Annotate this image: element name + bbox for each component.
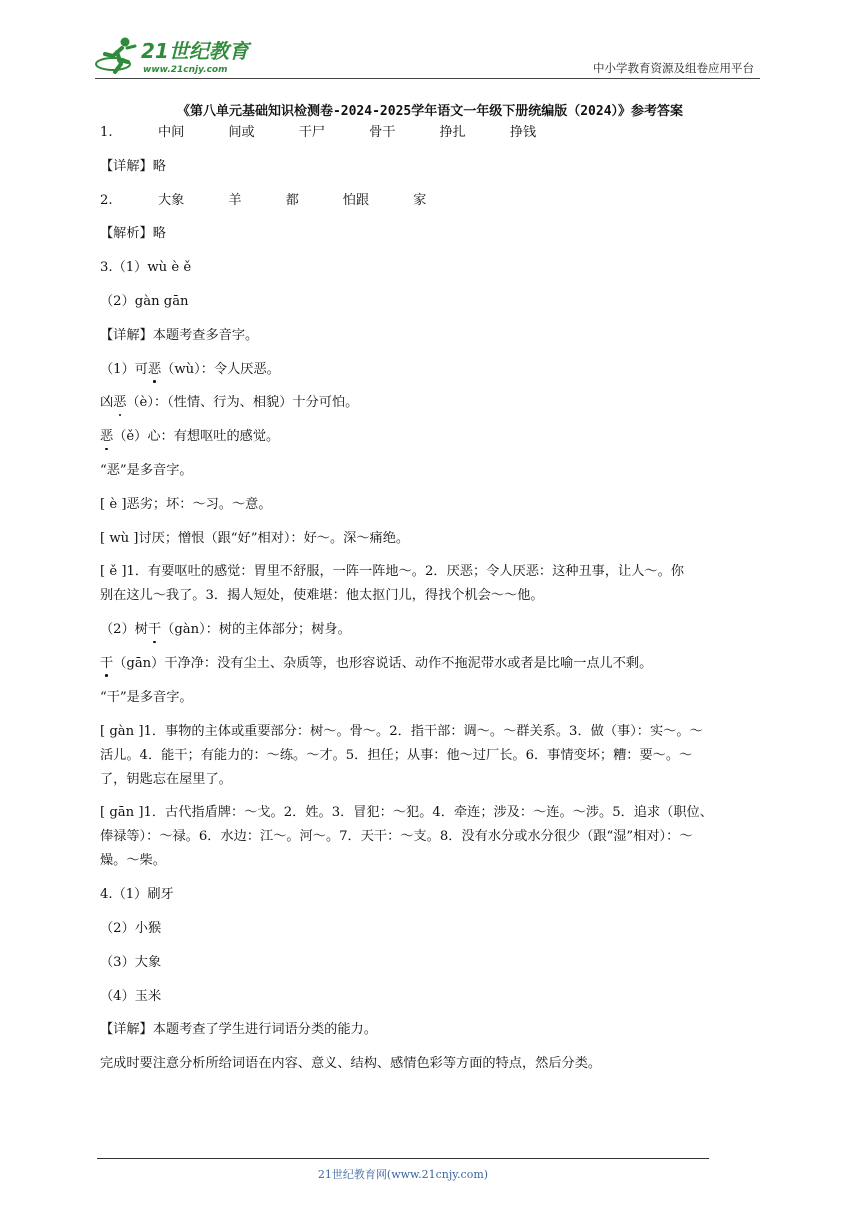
- emphasis-char: 恶: [113, 395, 127, 411]
- page-header: [95, 34, 760, 80]
- q1-detail: 【详解】略: [100, 158, 166, 174]
- q3-explain-line: 干（gān）干净净：没有尘土、杂质等，也形容说话、动作不拖泥带水或者是比喻一点儿不剩。: [100, 655, 653, 671]
- q1-answer: 骨干: [369, 125, 396, 140]
- q3-explain-line: 燥。～柴。: [100, 853, 166, 869]
- q2-answer: 怕跟: [342, 192, 370, 208]
- q3-answer-2: （2）gàn gān: [100, 293, 189, 309]
- header-divider: [95, 78, 760, 79]
- q3-explain-line: 了，钥匙忘在屋里了。: [100, 771, 232, 787]
- q1-answer: 干尸: [298, 125, 326, 140]
- q3-explain-line: “干”是多音字。: [100, 689, 193, 705]
- q3-explain-line: 恶（ě）心：有想呕吐的感觉。: [100, 429, 280, 445]
- q3-explain-line: “恶”是多音字。: [100, 462, 193, 478]
- q4-answer-4: （4）玉米: [100, 988, 162, 1004]
- q3-explain-line: [ gàn ]1．事物的主体或重要部分：树～。骨～。2．指干部：调～。～群关系。3．做（事）：实～。～: [100, 723, 703, 739]
- q2-answer: 都: [285, 192, 299, 208]
- logo-text: 21世纪教育: [141, 39, 249, 63]
- emphasis-char: 恶: [147, 361, 162, 377]
- q4-answer-1: 4.（1）刷牙: [100, 887, 174, 903]
- q2-detail: 【解析】略: [100, 226, 166, 242]
- q2-answer: 羊: [228, 192, 242, 208]
- footer-divider: [97, 1158, 709, 1159]
- q3-explain-line: （1）可恶（wù）：令人厌恶。: [100, 361, 280, 377]
- q1-answer: 挣钱: [509, 125, 537, 140]
- q3-explain-line: [ wù ]讨厌；憎恨（跟“好”相对）：好～。深～痛绝。: [100, 530, 410, 546]
- q1-answer: 中间: [158, 125, 185, 140]
- q2-answers: 2. 大象 羊 都 怕跟 家: [100, 192, 427, 208]
- emphasis-char: 干: [100, 655, 114, 671]
- logo-url: www.21cnjy.com: [143, 65, 228, 75]
- platform-name: 中小学教育资源及组卷应用平台: [593, 61, 754, 75]
- q3-explain-line: 活儿。4．能干；有能力的：～练。～才。5．担任；从事：他～过厂长。6．事情变坏；糟：要～。～: [100, 747, 693, 763]
- q4-answer-3: （3）大象: [100, 954, 162, 970]
- q1-answer: 间或: [228, 125, 255, 140]
- q4-detail-2: 完成时要注意分析所给词语在内容、意义、结构、感情色彩等方面的特点，然后分类。: [100, 1056, 602, 1072]
- answer-content: [100, 124, 765, 1089]
- q3-explain-line: [ è ]恶劣；坏：～习。～意。: [100, 496, 272, 512]
- q2-answer: 家: [413, 192, 427, 208]
- q4-detail-1: 【详解】本题考查了学生进行词语分类的能力。: [100, 1022, 377, 1038]
- page-footer: 21世纪教育网(www.21cnjy.com): [317, 1168, 489, 1181]
- q4-answer-2: （2）小猴: [100, 920, 162, 936]
- q3-detail: 【详解】本题考查多音字。: [100, 327, 259, 343]
- q3-explain-line: 别在这儿～我了。3．揭人短处，使难堪：他太抠门儿，得找个机会～～他。: [100, 588, 544, 604]
- q3-answer-1: 3.（1）wù è ě: [100, 260, 192, 276]
- q3-explain-line: 俸禄等）：～禄。6．水边：江～。河～。7．天干：～支。8．没有水分或水分很少（跟“湿”相对）：～: [100, 829, 693, 845]
- q3-explain-line: 凶恶（è）：（性情、行为、相貌）十分可怕。: [100, 395, 359, 411]
- q3-explain-line: [ gān ]1．古代指盾牌：～戈。2．姓。3．冒犯：～犯。4．牵连；涉及：～连。～涉。5．追求（职位、: [100, 805, 713, 821]
- q1-answers: 1. 中间 间或 干尸 骨干 挣扎 挣钱: [100, 125, 537, 140]
- q3-explain-line: [ ě ]1．有要呕吐的感觉：胃里不舒服，一阵一阵地～。2．厌恶；令人厌恶：这种丑事，让人～。你: [100, 564, 684, 580]
- page-title: 《第八单元基础知识检测卷-2024-2025学年语文一年级下册统编版（2024）》参考答案: [176, 104, 684, 119]
- emphasis-char: 恶: [100, 429, 114, 445]
- q3-explain-line: （2）树干（gàn）：树的主体部分；树身。: [100, 622, 351, 638]
- logo-21cnjy: [95, 34, 265, 78]
- q1-answer: 挣扎: [439, 125, 466, 140]
- q2-answer: 大象: [158, 192, 185, 208]
- emphasis-char: 干: [147, 622, 162, 638]
